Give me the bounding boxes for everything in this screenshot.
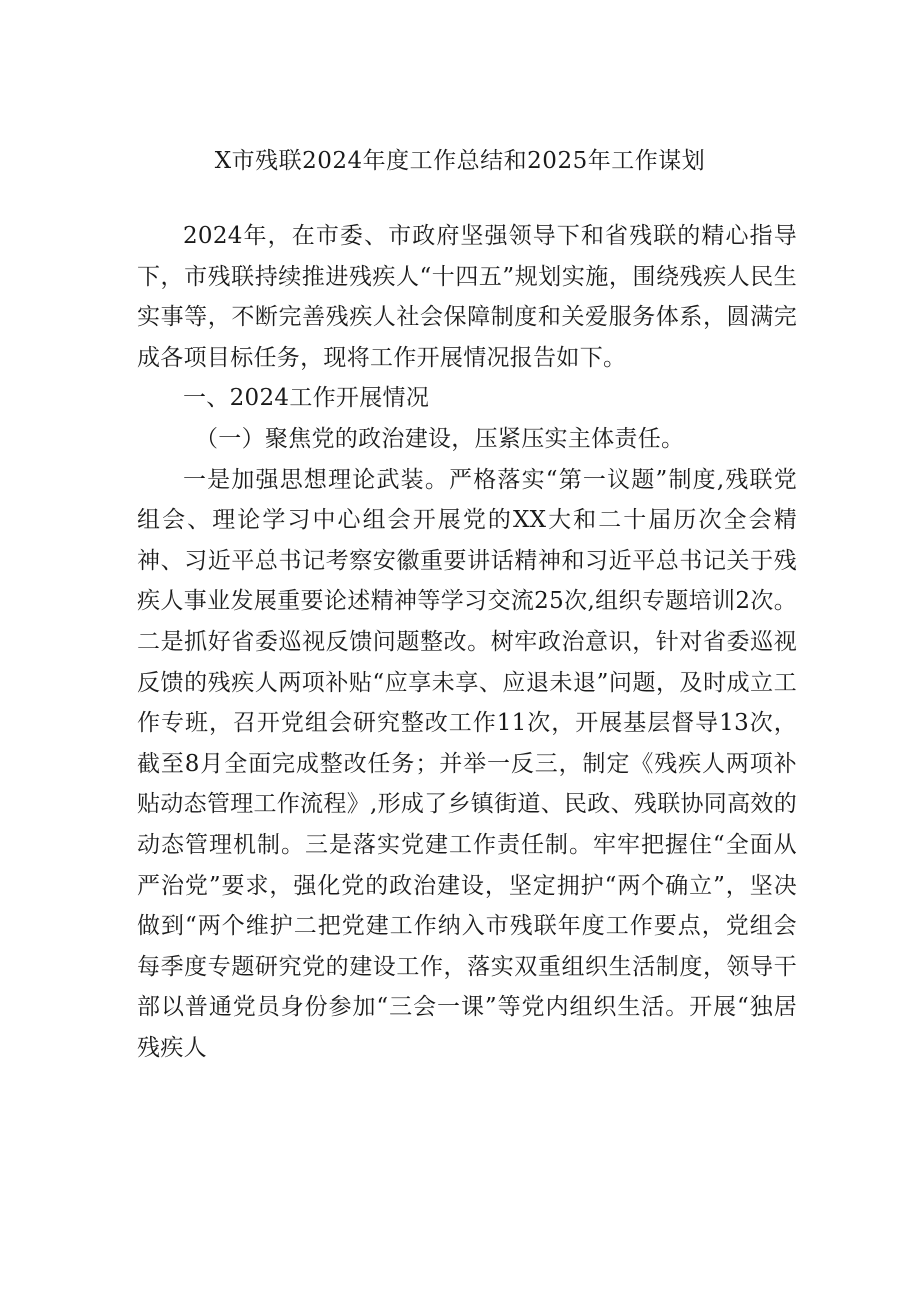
document-body bbox=[137, 216, 797, 1068]
section-heading: 一、2024工作开展情况 bbox=[183, 385, 430, 412]
intro-paragraph: 2024年，在市委、市政府坚强领导下和省残联的精心指导下，市残联持续推进残疾人“十四五”规划实施，围绕残疾人民生实事等，不断完善残疾人社会保障制度和关爱服务体系，圆满完成各项目标任务，现将工作开展情况报告如下。 bbox=[137, 223, 797, 371]
subsection-heading: （一）聚焦党的政治建设，压紧压实主体责任。 bbox=[195, 425, 685, 452]
body-paragraph: 一是加强思想理论武装。严格落实“第一议题”制度,残联党组会、理论学习中心组会开展党的XX大和二十届历次全会精神、习近平总书记考察安徽重要讲话精神和习近平总书记关于残疾人事业发展重要论述精神等学习交流25次,组织专题培训2次。二是抓好省委巡视反馈问题整改。树牢政治意识，针对省委巡视反馈的残疾人两项补贴“应享未享、应退未退”问题，及时成立工作专班，召开党组会研究整改工作11次，开展基层督导13次，截至8月全面完成整改任务；并举一反三，制定《残疾人两项补贴动态管理工作流程》,形成了乡镇街道、民政、残联协同高效的动态管理机制。三是落实党建工作责任制。牢牢把握住“全面从严治党”要求，强化党的政治建设，坚定拥护“两个确立”，坚决做到“两个维护二把党建工作纳入市残联年度工作要点，党组会每季度专题研究党的建设工作，落实双重组织生活制度，领导干部以普通党员身份参加“三会一课”等党内组织生活。开展“独居残疾人 bbox=[137, 466, 798, 1061]
document-title: X市残联2024年度工作总结和2025年工作谋划 bbox=[214, 148, 706, 174]
